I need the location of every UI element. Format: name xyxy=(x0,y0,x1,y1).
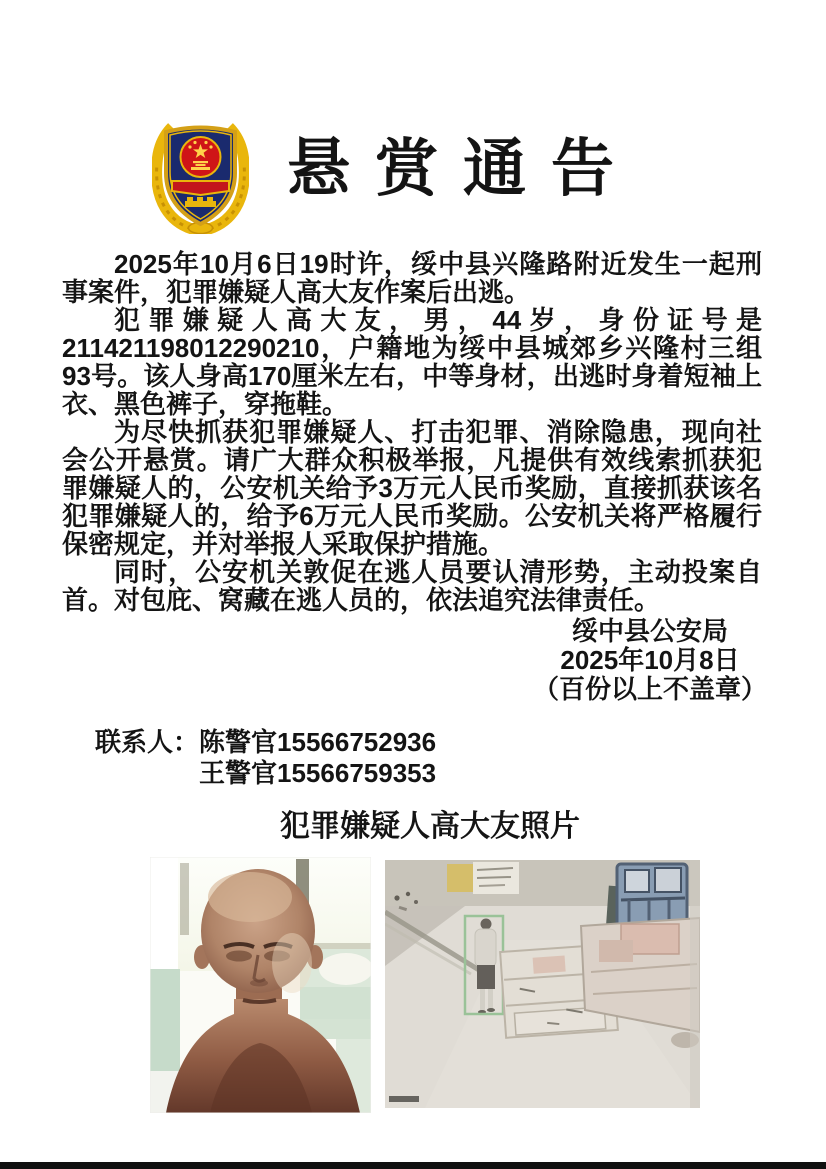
paragraph-incident: 2025年10月6日19时许，绥中县兴隆路附近发生一起刑事案件，犯罪嫌疑人高大友作案后出逃。 xyxy=(62,249,762,307)
contact-line-1 xyxy=(95,727,436,758)
police-badge-icon xyxy=(152,111,249,234)
suspect-photos-caption: 犯罪嫌疑人高大友照片 xyxy=(280,810,580,843)
notice-title: 悬赏通告 xyxy=(287,134,639,204)
paragraph-warning: 同时，公安机关敦促在逃人员要认清形势，主动投案自首。对包庇、窝藏在逃人员的，依法追究法律责任。 xyxy=(62,557,762,615)
stamp-note: （百份以上不盖章） xyxy=(532,674,767,704)
suspect-portrait-image xyxy=(150,857,371,1113)
issue-date: 2025年10月8日 xyxy=(560,645,740,675)
paragraph-reward: 为尽快抓获犯罪嫌疑人、打击犯罪、消除隐患，现向社会公开悬赏。请广大群众积极举报，凡提供有效线索抓获犯罪嫌疑人的，公安机关给予3万元人民币奖励，直接抓获该名犯罪嫌疑人的，给予6万元人民币奖励。公安机关将严格履行保密规定，并对举报人采取保护措施。 xyxy=(62,417,762,559)
agency-name: 绥中县公安局 xyxy=(571,616,728,646)
police-badge xyxy=(152,111,249,234)
contact-block xyxy=(95,727,436,789)
contact-name-2: 王警官 xyxy=(199,758,278,788)
notice-body xyxy=(62,250,762,614)
contact-line-2 xyxy=(95,758,436,789)
cctv-capture-photo xyxy=(385,860,700,1108)
contact-phone-2: 15566759353 xyxy=(277,758,437,788)
paragraph-suspect-info: 犯罪嫌疑人高大友，男，44岁，身份证号是211421198012290210，户籍地为绥中县城郊乡兴隆村三组93号。该人身高170厘米左右，中等身材，出逃时身着短袖上衣、黑色裤子，穿拖鞋。 xyxy=(62,305,762,419)
signature-block xyxy=(500,617,800,704)
contact-phone-1: 15566752936 xyxy=(277,727,437,757)
suspect-portrait-photo xyxy=(150,857,371,1113)
contact-name-1: 陈警官 xyxy=(199,727,278,757)
cctv-capture-image xyxy=(385,860,700,1108)
contact-label: 联系人： xyxy=(95,727,200,757)
bottom-divider-bar xyxy=(0,1162,826,1169)
